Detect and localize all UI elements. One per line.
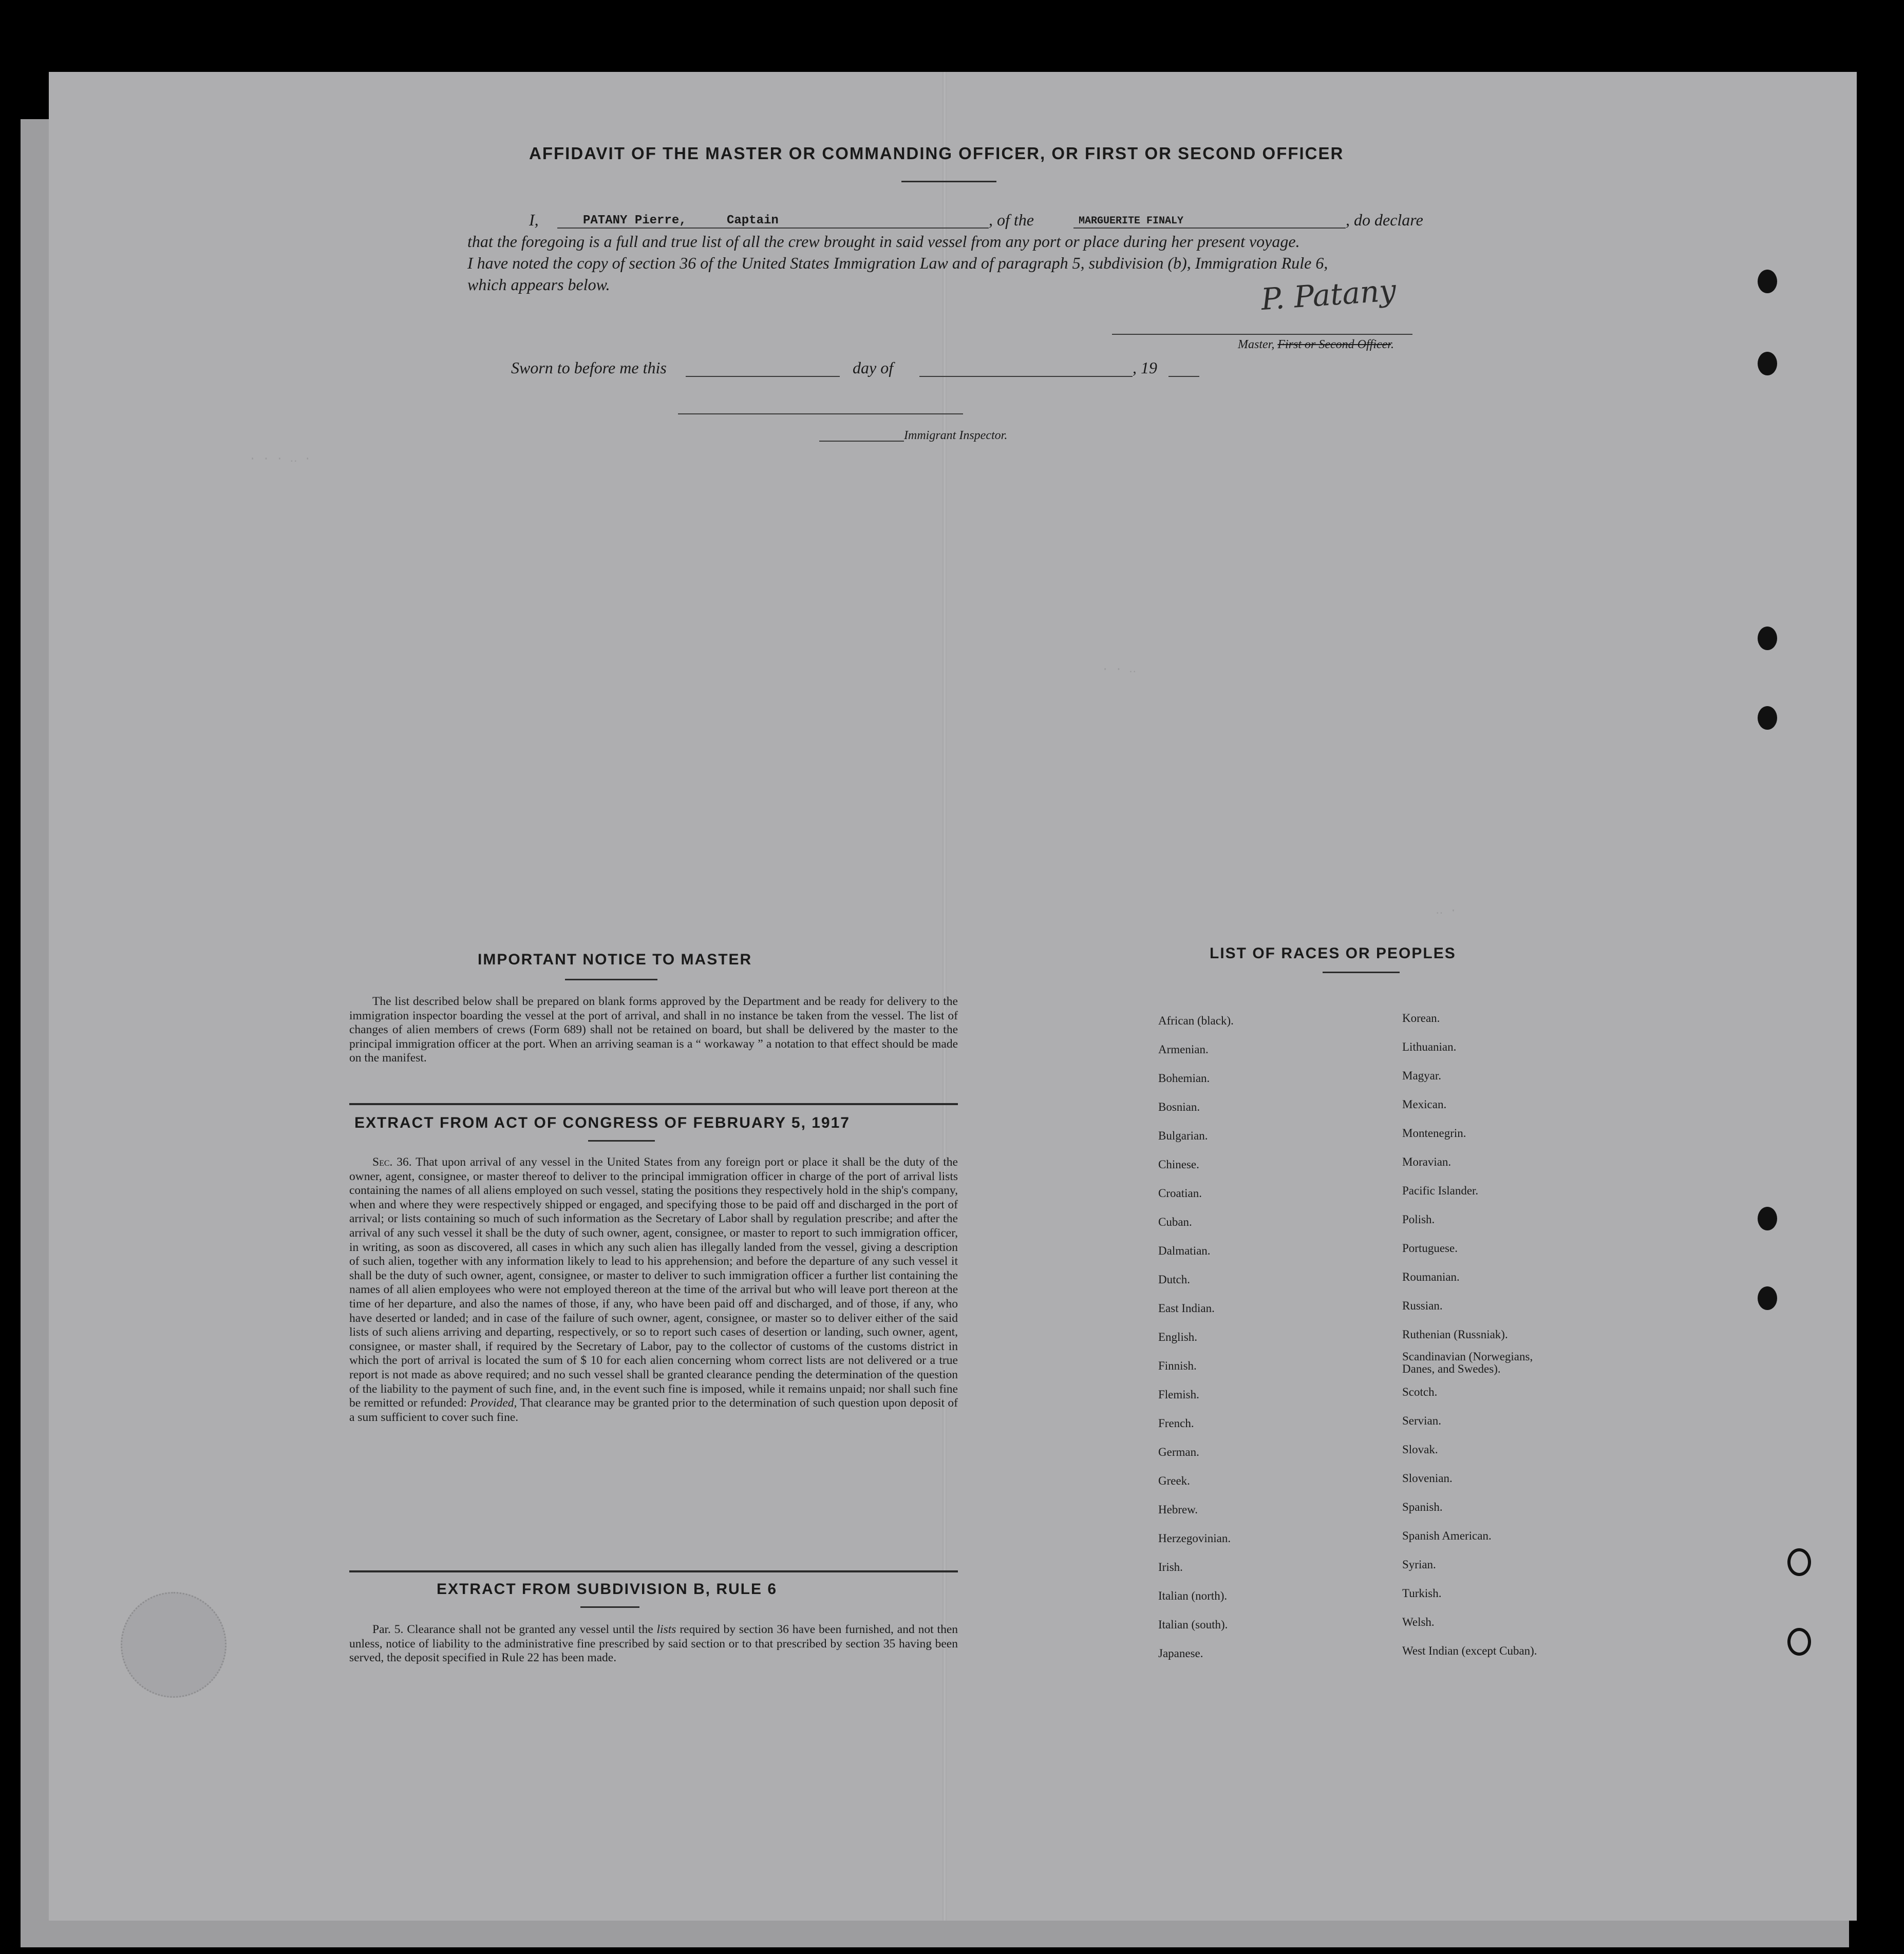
act-section-label: Sec. 36. [372,1155,412,1169]
race-item: French. [1158,1417,1194,1430]
inspector-caption: Immigrant Inspector. [904,429,1008,442]
races-rule [1323,972,1400,973]
bleed-through-text: · · ‥ [1102,663,1137,676]
race-item: Cuban. [1158,1216,1192,1228]
inspector-name-line [819,441,904,442]
do-declare-label: , do declare [1346,211,1423,229]
race-item: Montenegrin. [1402,1127,1466,1140]
race-item: Bulgarian. [1158,1129,1208,1142]
binder-ring [1787,1628,1811,1656]
affidavit-line-2: that the foregoing is a full and true list of all the crew brought in said vessel from any port or place during her present voyage. [467,232,1300,251]
binder-hole [1758,706,1777,730]
race-item: Scotch. [1402,1386,1438,1398]
binder-hole [1758,270,1777,293]
title-rule [901,181,996,182]
sworn-day-line [686,376,840,377]
race-item: Welsh. [1402,1616,1435,1628]
bleed-through-text: ‥ · [1436,904,1457,917]
act-rule [588,1140,655,1142]
master-name: PATANY Pierre, [583,214,687,227]
race-item: English. [1158,1331,1198,1343]
race-item: Armenian. [1158,1043,1209,1056]
race-item: Moravian. [1402,1155,1451,1168]
act-section-36 [349,1155,958,1425]
notice-divider [349,1103,958,1105]
act-section-text: That upon arrival of any vessel in the United States from any foreign port or place it shall be the duty of the owner, agent, consignee, or master thereof to deliver to the principal immigration officer in charge of the port of arrival lists containing the names of all aliens employed on such vessel, stating the positions they respectively hold in the ship's company, when and where they were respectively shipped or engaged, and specifying those to be paid off and discharged in the port of arrival; or lists containing so much of such information as the Secretary of Labor shall by regulation prescribe; and after the arrival of any such vessel it shall be the duty of such owner, agent, consignee, or master to report to such immigration officer, in writing, as soon as discovered, all cases in which any such alien has illegally landed from the vessel, giving a description of such alien, together with any information likely to lead to his apprehension; and before the departure of any such vessel it shall be the duty of such owner, agent, consignee, or master to deliver to such immigration officer a further list containing the names of all alien employees who were not employed thereon at the time of the arrival but who will leave port thereon at the time of her departure, and also the names of those, if any, who have been paid off and discharged, and of those, if any, who have deserted or landed; and in case of the failure of such owner, agent, consignee, or master so to deliver either of the said lists of such aliens arriving and departing, respectively, or so to report such cases of desertion or landing, such owner, agent, consignee, or master shall, if required by the Secretary of Labor, pay to the collector of customs of the customs district in which the port of arrival is located the sum of $ 10 for each alien concerning whom correct lists are not delivered or a true report is not made as above required; and no such vessel shall be granted clearance pending the determination of the question of the liability to the payment of such fine, and, in the event such fine is imposed, while it remains unpaid; nor shall such fine be remitted or refunded: [349,1155,958,1410]
race-item: Scandinavian (Norwegians, Danes, and Swedes). [1402,1350,1533,1375]
binder-hole [1758,1207,1777,1230]
affidavit-title: AFFIDAVIT OF THE MASTER OR COMMANDING OFFICER, OR FIRST OR SECOND OFFICER [529,144,1344,163]
race-item: Hebrew. [1158,1503,1198,1516]
sworn-day-label: day of [853,358,894,377]
sworn-month-line [919,376,1133,377]
race-item: Dutch. [1158,1273,1190,1286]
race-item: Syrian. [1402,1558,1436,1571]
binder-hole [1758,1286,1777,1310]
race-item: West Indian (except Cuban). [1402,1644,1537,1657]
race-item: Croatian. [1158,1187,1202,1200]
race-item: Chinese. [1158,1158,1199,1171]
vessel-name: MARGUERITE FINALY [1079,215,1184,227]
race-item: Turkish. [1402,1587,1442,1600]
act-divider [349,1570,958,1572]
affidavit-line-1 [529,211,539,230]
notice-rule [565,979,657,980]
rule-underline [580,1606,639,1608]
affidavit-line-4: which appears below. [467,275,610,294]
of-the-label: , of the [989,211,1034,229]
rule-text-a: Par. 5. Clearance shall not be granted any vessel until the [372,1623,653,1636]
act-proviso-text: That clearance may be granted prior to the determination of such question upon deposit of a sum sufficient to cover such fine. [349,1396,958,1424]
race-item: East Indian. [1158,1302,1215,1315]
race-item: Japanese. [1158,1647,1203,1660]
race-item: Portuguese. [1402,1242,1458,1255]
race-item: Servian. [1402,1414,1442,1427]
race-item: Finnish. [1158,1359,1197,1372]
rule-title: EXTRACT FROM SUBDIVISION B, RULE 6 [437,1581,778,1598]
races-title: LIST OF RACES OR PEOPLES [1210,945,1456,962]
race-item: Lithuanian. [1402,1040,1457,1053]
rule-text-b: required by section 36 have been furnished, and not then unless, notice of liability to the administrative fine prescribed by said section or to that prescribed by section 35 having been served, the deposit specified in Rule 22 has been made. [349,1623,958,1665]
race-item: Ruthenian (Russniak). [1402,1328,1508,1341]
race-item: Slovak. [1402,1443,1438,1456]
race-item: Spanish American. [1402,1529,1492,1542]
act-title: EXTRACT FROM ACT OF CONGRESS OF FEBRUARY 5, 1917 [354,1114,850,1131]
master-rank: Captain [727,214,779,227]
race-item: Mexican. [1402,1098,1447,1111]
act-proviso-word: Provided, [470,1396,517,1410]
inspector-seal [121,1592,227,1698]
race-item: Russian. [1402,1299,1443,1312]
caption-end: . [1390,338,1394,351]
race-item: Dalmatian. [1158,1244,1211,1257]
race-item: Slovenian. [1402,1472,1453,1485]
race-item: African (black). [1158,1014,1234,1027]
race-item: Flemish. [1158,1388,1199,1401]
sworn-year-line [1168,376,1199,377]
signature-line [1112,334,1412,335]
race-item: Korean. [1402,1012,1440,1025]
bleed-through-text: · · · ‥ · [249,452,311,465]
race-item: Magyar. [1402,1069,1442,1082]
sworn-year-label: , 19 [1133,358,1157,377]
race-item: Roumanian. [1402,1270,1460,1283]
race-item: Irish. [1158,1561,1183,1573]
notice-paragraph: The list described below shall be prepared on blank forms approved by the Department and be ready for delivery to the immigration inspector boarding the vessel at the port of arrival, and shall in no instance be taken from the vessel. The list of changes of alien members of crews (Form 689) shall not be retained on board, but shall be delivered by the master to the principal immigration officer at the port. When an arriving seaman is a “ workaway ” a notation to that effect should be made on the manifest. [349,995,958,1065]
declarant-prefix: I, [529,211,539,229]
race-item: Pacific Islander. [1402,1184,1479,1197]
binder-hole [1758,352,1777,375]
race-item: Herzegovinian. [1158,1532,1231,1545]
race-item: Spanish. [1402,1501,1443,1513]
sworn-prefix: Sworn to before me this [511,358,667,377]
notice-title: IMPORTANT NOTICE TO MASTER [478,951,752,968]
binder-ring [1787,1548,1811,1576]
race-item: Greek. [1158,1474,1190,1487]
manifest-page [49,72,1857,1921]
rule-text-lists: lists [656,1623,676,1636]
inspector-signature-line [678,413,963,414]
vessel-name-line [1073,227,1346,229]
affidavit-line-3: I have noted the copy of section 36 of the United States Immigration Law and of paragraph 5, subdivision (b), Immigration Rule 6, [467,254,1328,272]
race-item: Italian (south). [1158,1618,1228,1631]
race-item: Polish. [1402,1213,1435,1226]
race-item: Bosnian. [1158,1101,1200,1113]
master-name-line [557,227,989,229]
race-item: Bohemian. [1158,1072,1210,1085]
master-signature: P. Patany [1259,272,1398,317]
master-caption: Master, [1238,338,1275,351]
struck-officer-caption: First or Second Officer [1277,338,1391,351]
race-item: German. [1158,1446,1199,1458]
rule-paragraph [349,1623,958,1665]
binder-hole [1758,627,1777,650]
signature-caption [1238,338,1394,352]
race-item: Italian (north). [1158,1589,1228,1602]
